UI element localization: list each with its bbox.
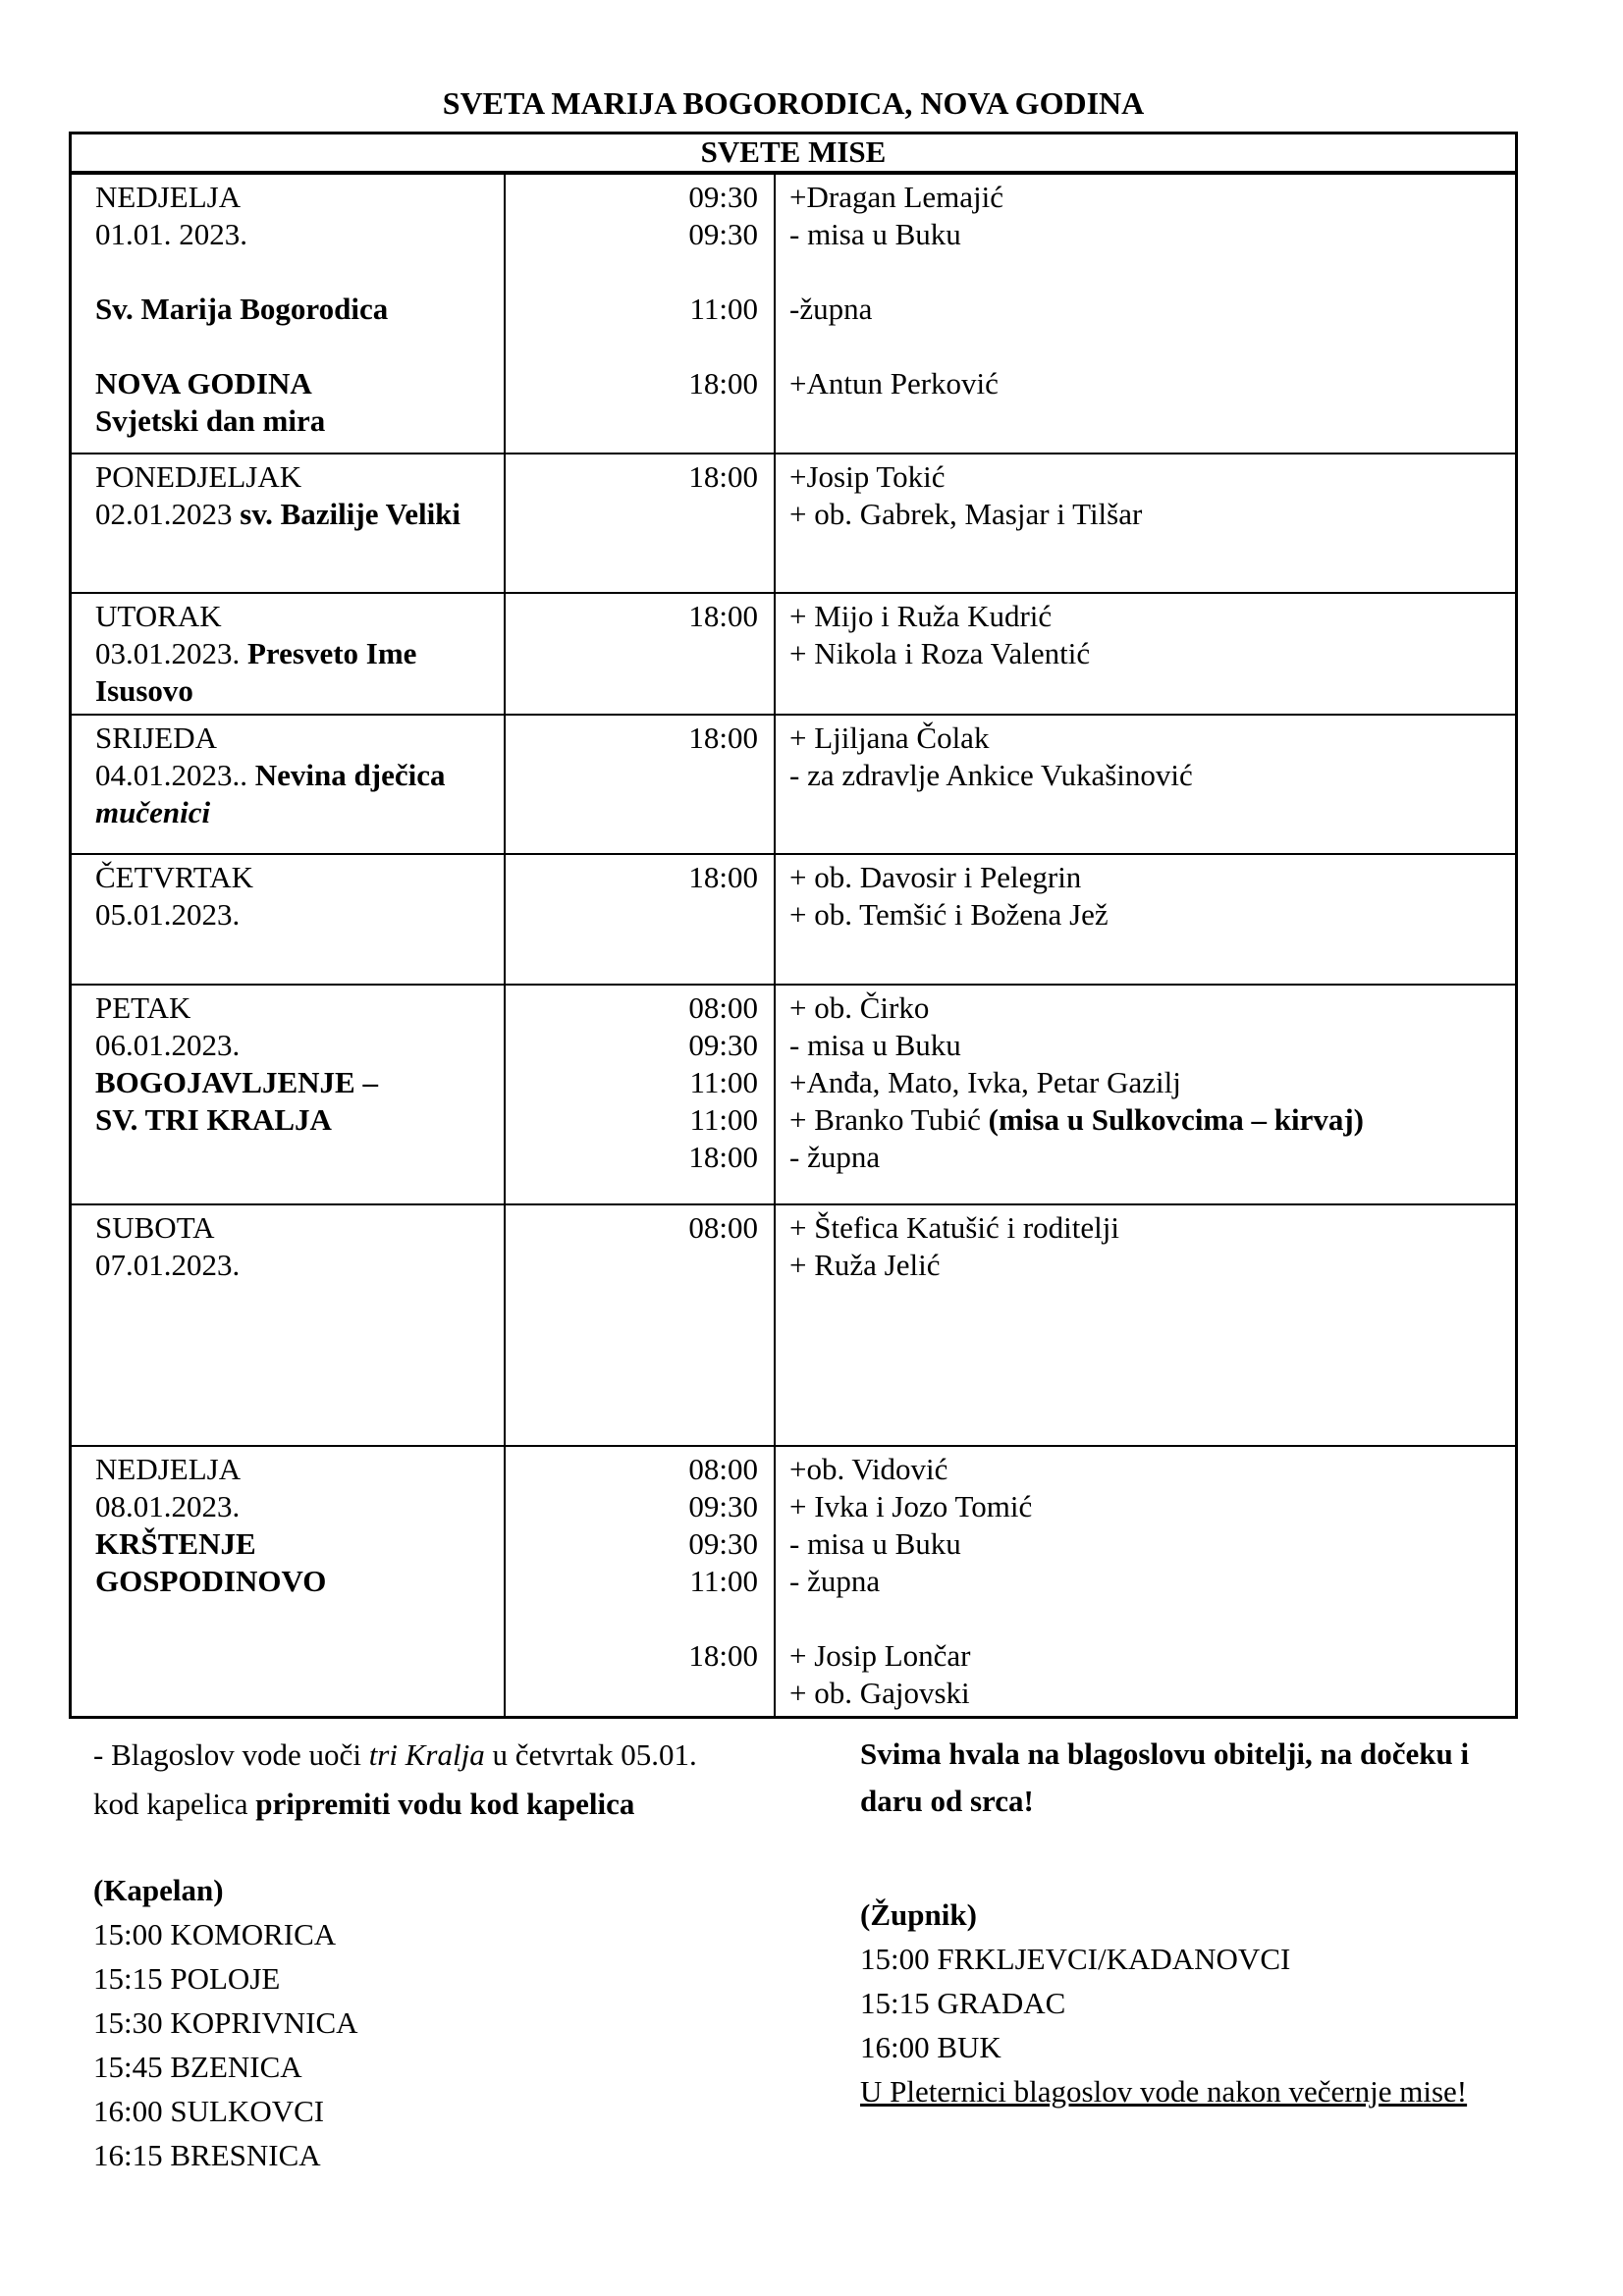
day-line: 07.01.2023. bbox=[95, 1248, 241, 1282]
time-line: 18:00 bbox=[688, 1638, 758, 1673]
time-line: 11:00 bbox=[689, 1102, 758, 1137]
intention-line: + ob. Davosir i Pelegrin bbox=[789, 860, 1082, 894]
time-line: 09:30 bbox=[688, 217, 758, 251]
schedule-item: 15:30 KOPRIVNICA bbox=[93, 2005, 358, 2040]
thanks-note bbox=[860, 1731, 1547, 1825]
day-line: NEDJELJA bbox=[95, 180, 242, 214]
intention-cell bbox=[776, 1205, 1515, 1445]
intention-line: +Dragan Lemajić bbox=[789, 180, 1004, 214]
schedule-item: 15:15 GRADAC bbox=[860, 1986, 1066, 2020]
time-line: 08:00 bbox=[688, 990, 758, 1025]
time-line: 09:30 bbox=[688, 1489, 758, 1523]
time-cell bbox=[504, 855, 776, 984]
time-line: 18:00 bbox=[688, 721, 758, 755]
intention-line: +Josip Tokić bbox=[789, 459, 946, 494]
time-cell bbox=[504, 716, 776, 853]
day-cell bbox=[72, 855, 504, 984]
day-line: SRIJEDA bbox=[95, 721, 218, 755]
day-line: BOGOJAVLJENJE – bbox=[95, 1065, 378, 1099]
water-blessing-note bbox=[93, 1731, 790, 1829]
schedule-item: 15:00 FRKLJEVCI/KADANOVCI bbox=[860, 1942, 1291, 1976]
day-line: UTORAK bbox=[95, 599, 222, 633]
intention-line: - misa u Buku bbox=[789, 1028, 961, 1062]
day-line: NEDJELJA bbox=[95, 1452, 242, 1486]
day-line: PETAK bbox=[95, 990, 191, 1025]
table-header: SVETE MISE bbox=[72, 134, 1515, 175]
time-cell bbox=[504, 594, 776, 714]
mass-row bbox=[72, 984, 1515, 1203]
mass-row bbox=[72, 853, 1515, 984]
day-line: GOSPODINOVO bbox=[95, 1564, 327, 1598]
schedule-item: 16:00 SULKOVCI bbox=[93, 2094, 325, 2128]
time-line bbox=[512, 253, 758, 291]
day-line bbox=[95, 253, 494, 291]
intention-line: + Branko Tubić (misa u Sulkovcima – kirvaj) bbox=[789, 1102, 1365, 1137]
intention-line bbox=[789, 1600, 1505, 1637]
day-line: 06.01.2023. bbox=[95, 1028, 241, 1062]
day-cell bbox=[72, 594, 504, 714]
day-line: 01.01. 2023. bbox=[95, 217, 247, 251]
intention-line: + Ruža Jelić bbox=[789, 1248, 941, 1282]
intention-cell bbox=[776, 175, 1515, 453]
note-line: kod kapelica pripremiti vodu kod kapelica bbox=[93, 1787, 635, 1821]
intention-line: +Anđa, Mato, Ivka, Petar Gazilj bbox=[789, 1065, 1181, 1099]
intention-line: - župna bbox=[789, 1140, 881, 1174]
note-line: - Blagoslov vode uoči tri Kralja u četvrtak 05.01. bbox=[93, 1737, 697, 1772]
kapelan-items bbox=[93, 1912, 702, 2177]
time-line: 11:00 bbox=[689, 1065, 758, 1099]
time-cell bbox=[504, 986, 776, 1203]
intention-line: +ob. Vidović bbox=[789, 1452, 948, 1486]
time-line: 18:00 bbox=[688, 599, 758, 633]
intention-line: - za zdravlje Ankice Vukašinović bbox=[789, 758, 1193, 792]
day-line: 03.01.2023. Presveto Ime bbox=[95, 636, 417, 670]
time-cell bbox=[504, 1205, 776, 1445]
mass-row bbox=[72, 1203, 1515, 1445]
time-line: 08:00 bbox=[688, 1210, 758, 1245]
pleternica-note: U Pleternici blagoslov vode nakon večernje mise! bbox=[860, 2074, 1468, 2109]
schedule-item: 15:15 POLOJE bbox=[93, 1961, 281, 1996]
time-line: 18:00 bbox=[688, 366, 758, 400]
intention-line: + ob. Temšić i Božena Jež bbox=[789, 897, 1109, 932]
intention-line bbox=[789, 328, 1505, 365]
time-line: 09:30 bbox=[688, 1526, 758, 1561]
time-line: 18:00 bbox=[688, 459, 758, 494]
intention-line: -župna bbox=[789, 292, 873, 326]
intention-cell bbox=[776, 716, 1515, 853]
day-line: SUBOTA bbox=[95, 1210, 215, 1245]
schedule-item: 16:15 BRESNICA bbox=[93, 2138, 321, 2172]
intention-line: + Štefica Katušić i roditelji bbox=[789, 1210, 1120, 1245]
intention-line: + ob. Gabrek, Masjar i Tilšar bbox=[789, 497, 1143, 531]
day-line: 04.01.2023.. Nevina dječica bbox=[95, 758, 446, 792]
intention-cell bbox=[776, 454, 1515, 592]
time-line: 11:00 bbox=[689, 292, 758, 326]
time-line: 11:00 bbox=[689, 1564, 758, 1598]
mass-row bbox=[72, 592, 1515, 714]
intention-line: +Antun Perković bbox=[789, 366, 999, 400]
day-line: Svjetski dan mira bbox=[95, 403, 326, 438]
time-line bbox=[512, 328, 758, 365]
mass-schedule-table bbox=[69, 132, 1518, 1719]
intention-line: + Mijo i Ruža Kudrić bbox=[789, 599, 1053, 633]
zupnik-items bbox=[860, 1937, 1547, 2069]
intention-line: - župna bbox=[789, 1564, 881, 1598]
time-line: 08:00 bbox=[688, 1452, 758, 1486]
note-line: daru od srca! bbox=[860, 1784, 1034, 1818]
day-line: Isusovo bbox=[95, 673, 193, 708]
intention-line: + ob. Gajovski bbox=[789, 1676, 970, 1710]
day-cell bbox=[72, 1205, 504, 1445]
kapelan-heading: (Kapelan) bbox=[93, 1873, 224, 1907]
day-line: Sv. Marija Bogorodica bbox=[95, 292, 389, 326]
table-body bbox=[72, 175, 1515, 1716]
day-cell bbox=[72, 716, 504, 853]
time-cell bbox=[504, 1447, 776, 1716]
schedule-item: 15:00 KOMORICA bbox=[93, 1917, 337, 1951]
intention-line bbox=[789, 253, 1505, 291]
intention-cell bbox=[776, 855, 1515, 984]
page-title: SVETA MARIJA BOGORODICA, NOVA GODINA bbox=[442, 85, 1145, 121]
intention-cell bbox=[776, 1447, 1515, 1716]
intention-line: + Ljiljana Čolak bbox=[789, 721, 990, 755]
intention-line: - misa u Buku bbox=[789, 217, 961, 251]
mass-row bbox=[72, 175, 1515, 453]
mass-row bbox=[72, 453, 1515, 592]
day-line: 05.01.2023. bbox=[95, 897, 241, 932]
day-line: 02.01.2023 sv. Bazilije Veliki bbox=[95, 497, 461, 531]
time-line: 09:30 bbox=[688, 180, 758, 214]
day-cell bbox=[72, 986, 504, 1203]
schedule-item: 16:00 BUK bbox=[860, 2030, 1001, 2064]
zupnik-schedule bbox=[860, 1893, 1547, 2113]
day-cell bbox=[72, 454, 504, 592]
day-cell bbox=[72, 175, 504, 453]
day-line: KRŠTENJE bbox=[95, 1526, 256, 1561]
intention-cell bbox=[776, 986, 1515, 1203]
kapelan-schedule bbox=[93, 1868, 702, 2177]
note-line: Svima hvala na blagoslovu obitelji, na dočeku i bbox=[860, 1736, 1470, 1771]
day-line: NOVA GODINA bbox=[95, 366, 312, 400]
mass-row bbox=[72, 714, 1515, 853]
time-line bbox=[512, 1600, 758, 1637]
intention-cell bbox=[776, 594, 1515, 714]
day-line: ČETVRTAK bbox=[95, 860, 253, 894]
intention-line: + Nikola i Roza Valentić bbox=[789, 636, 1091, 670]
intention-line: - misa u Buku bbox=[789, 1526, 961, 1561]
zupnik-heading: (Župnik) bbox=[860, 1897, 977, 1932]
intention-line: + ob. Čirko bbox=[789, 990, 930, 1025]
day-line: PONEDJELJAK bbox=[95, 459, 302, 494]
time-cell bbox=[504, 175, 776, 453]
intention-line: + Ivka i Jozo Tomić bbox=[789, 1489, 1033, 1523]
day-line: SV. TRI KRALJA bbox=[95, 1102, 332, 1137]
day-cell bbox=[72, 1447, 504, 1716]
intention-line: + Josip Lončar bbox=[789, 1638, 971, 1673]
mass-row bbox=[72, 1445, 1515, 1716]
day-line: 08.01.2023. bbox=[95, 1489, 241, 1523]
time-cell bbox=[504, 454, 776, 592]
schedule-item: 15:45 BZENICA bbox=[93, 2050, 302, 2084]
time-line: 18:00 bbox=[688, 1140, 758, 1174]
day-line: mučenici bbox=[95, 795, 211, 829]
day-line bbox=[95, 328, 494, 365]
time-line: 18:00 bbox=[688, 860, 758, 894]
time-line: 09:30 bbox=[688, 1028, 758, 1062]
